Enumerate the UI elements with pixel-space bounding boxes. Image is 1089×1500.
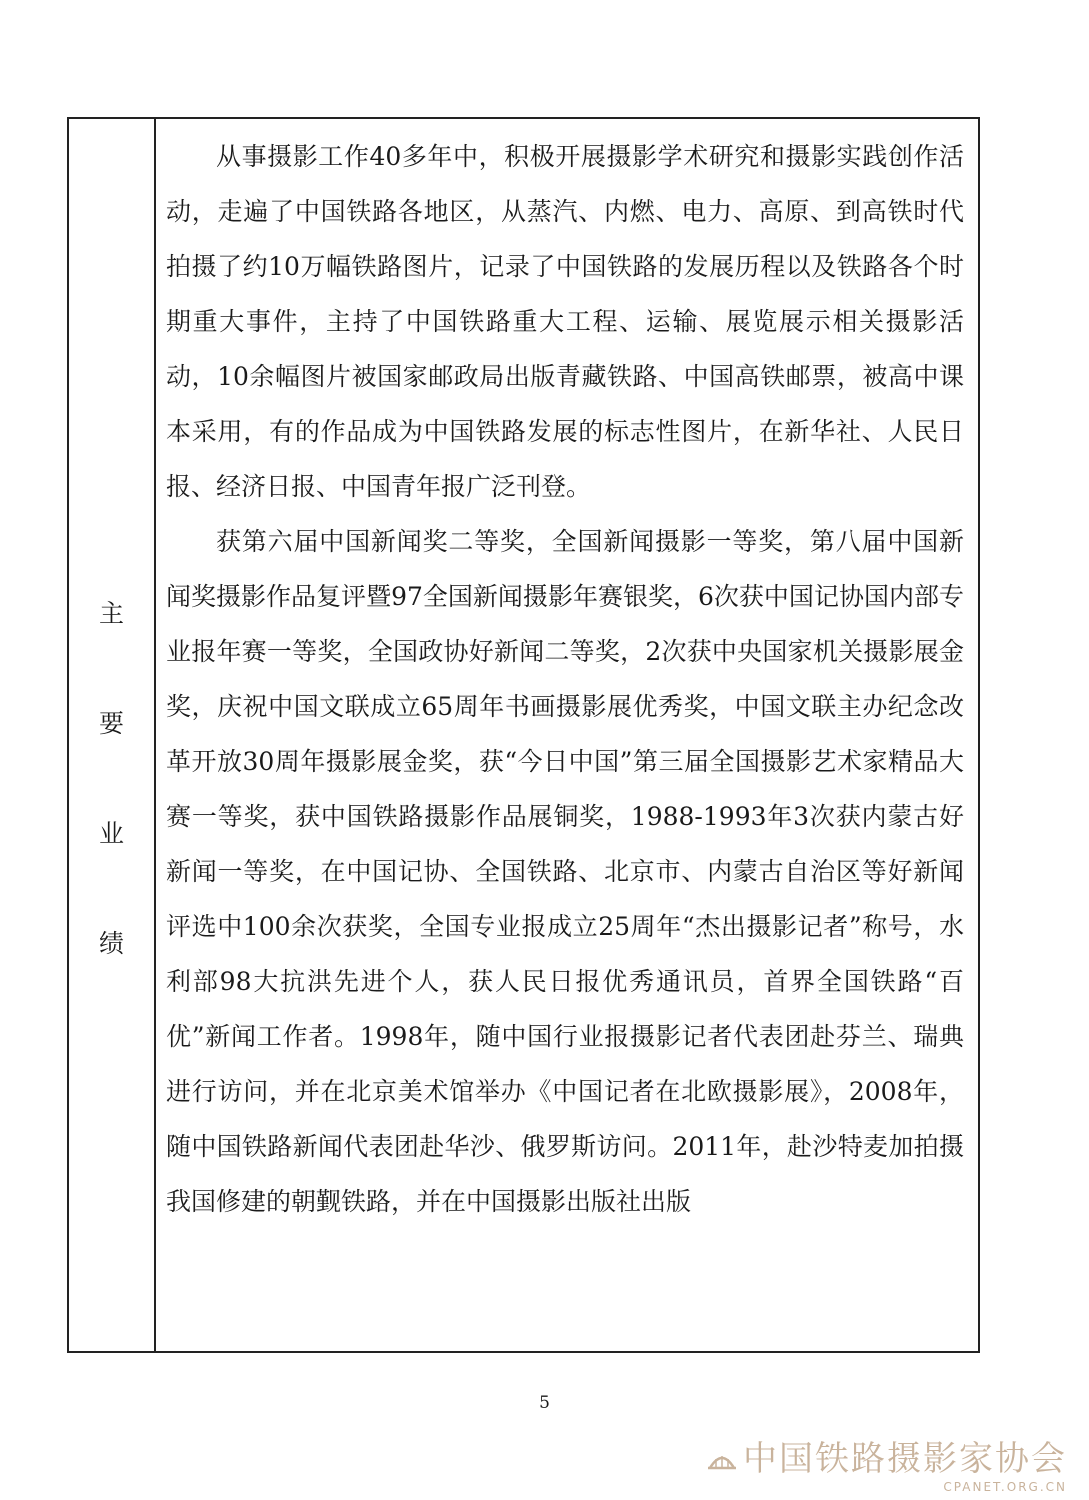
achievements-content [166, 129, 964, 1229]
paragraph-awards: 获第六届中国新闻奖二等奖，全国新闻摄影一等奖，第八届中国新闻奖摄影作品复评暨97全国新闻摄影年赛银奖，6次获中国记协国内部专业报年赛一等奖，全国政协好新闻二等奖，2次获中央国家机关摄影展金奖，庆祝中国文联成立65周年书画摄影展优秀奖，中国文联主办纪念改革开放30周年摄影展金奖，获“今日中国”第三届全国摄影艺术家精品大赛一等奖，获中国铁路摄影作品展铜奖，1988-1993年3次获内蒙古好新闻一等奖，在中国记协、全国铁路、北京市、内蒙古自治区等好新闻评选中100余次获奖，全国专业报成立25周年“杰出摄影记者”称号，水利部98大抗洪先进个人，获人民日报优秀通讯员，首界全国铁路“百优”新闻工作者。1998年，随中国行业报摄影记者代表团赴芬兰、瑞典进行访问，并在北京美术馆举办《中国记者在北欧摄影展》，2008年，随中国铁路新闻代表团赴华沙、俄罗斯访问。2011年，赴沙特麦加拍摄我国修建的朝觐铁路，并在中国摄影出版社出版 [166, 527, 964, 1216]
label-column [69, 119, 156, 1351]
watermark-title: 中国铁路摄影家协会 [743, 1439, 1067, 1479]
label-char-4: 绩 [98, 929, 124, 958]
bridge-logo-icon [707, 1444, 737, 1474]
label-char-2: 要 [98, 709, 124, 738]
watermark-url: CPANET.ORG.CN [943, 1480, 1067, 1494]
page-number: 5 [539, 1393, 550, 1413]
record-table [67, 117, 980, 1353]
watermark [707, 1440, 1067, 1494]
label-char-1: 主 [98, 599, 124, 628]
paragraph-career: 从事摄影工作40多年中，积极开展摄影学术研究和摄影实践创作活动，走遍了中国铁路各地区，从蒸汽、内燃、电力、高原、到高铁时代拍摄了约10万幅铁路图片，记录了中国铁路的发展历程以及铁路各个时期重大事件，主持了中国铁路重大工程、运输、展览展示相关摄影活动，10余幅图片被国家邮政局出版青藏铁路、中国高铁邮票，被高中课本采用，有的作品成为中国铁路发展的标志性图片，在新华社、人民日报、经济日报、中国青年报广泛刊登。 [166, 142, 964, 501]
label-char-3: 业 [98, 819, 124, 848]
